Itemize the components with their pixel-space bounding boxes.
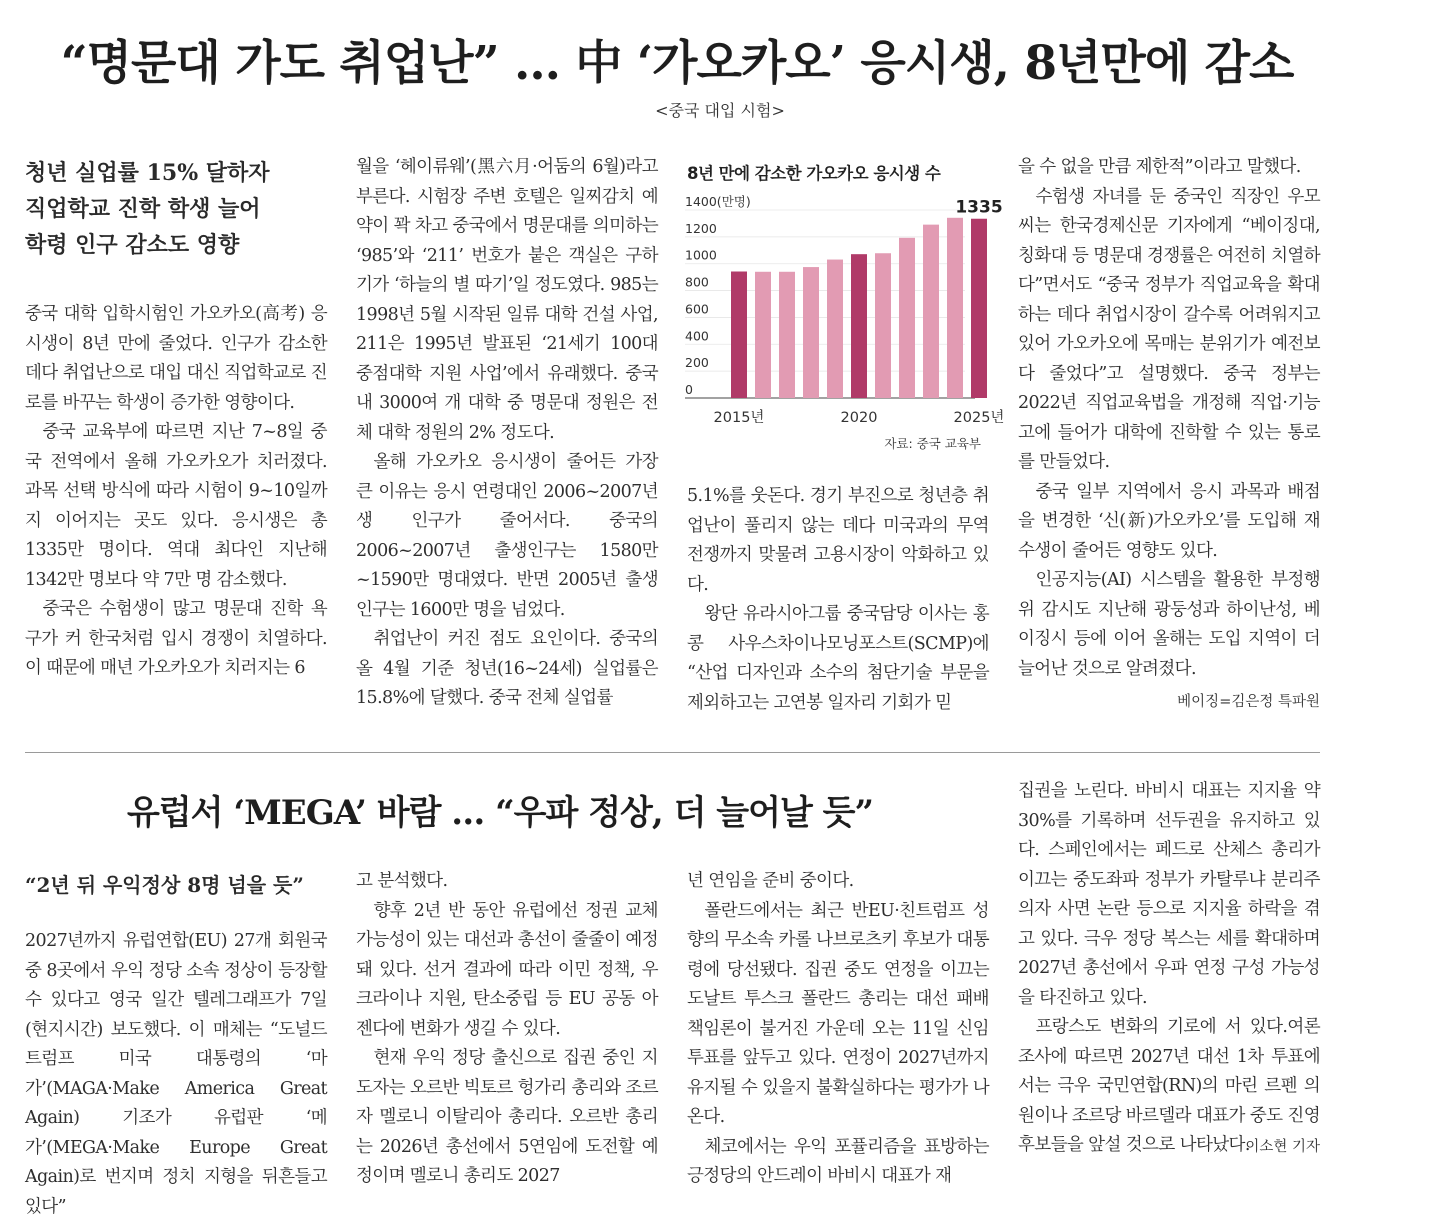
- paragraph: 중국 대학 입학시험인 가오카오(高考) 응시생이 8년 만에 줄었다. 인구가 감소한 데다 취업난으로 대입 대신 직업학교로 진로를 바꾸는 학생이 증가한 영향이다.: [25, 304, 327, 413]
- chart-source: 자료: 중국 교육부: [884, 436, 981, 451]
- bar: [827, 260, 843, 398]
- bar: [875, 253, 891, 398]
- paragraph: 을 수 없을 만큼 제한적”이라고 말했다.: [1018, 157, 1301, 177]
- y-tick-label: 0: [685, 382, 693, 397]
- bar: [803, 267, 819, 398]
- data-label: 1335: [955, 197, 1003, 218]
- paragraph: 2027년까지 유럽연합(EU) 27개 회원국 중 8곳에서 우익 정당 소속 정상이 등장할 수 있다고 영국 일간 텔레그래프가 7일(현지시간) 보도했다. 이 매체는 “도널드 트럼프 미국 대통령의 ‘마가’(MAGA·Make America Great Again) 기조가 유럽판 ‘메가’(MEGA·Make Europe Great Again)로 번지며 정치 지형을 뒤흔들고 있다”: [25, 931, 327, 1217]
- paragraph: 폴란드에서는 최근 반EU·친트럼프 성향의 무소속 카롤 나브로츠키 후보가 대통령에 당선됐다. 집권 중도 연정을 이끄는 도날트 투스크 폴란드 총리는 대선 패배 책임론이 불거진 가운데 오는 11일 신임투표를 앞두고 있다. 연정이 2027년까지 유지될 수 있을지 불확실하다는 평가가 나온다.: [687, 900, 989, 1127]
- article1-headline: “명문대 가도 취업난” … 中 ‘가오카오’ 응시생, 8년만에 감소: [60, 36, 1294, 91]
- paragraph: 취업난이 커진 점도 요인이다. 중국의 올 4월 기준 청년(16~24세) 실업률은 15.8%에 달했다. 중국 전체 실업률: [356, 629, 658, 708]
- paragraph: 중국 일부 지역에서 응시 과목과 배점을 변경한 ‘신(新)가오카오’를 도입해 재수생이 줄어든 영향도 있다.: [1018, 481, 1320, 561]
- y-tick-label: 200: [685, 355, 709, 371]
- bar-chart: [685, 188, 1005, 460]
- bar: [947, 218, 963, 398]
- y-tick-label: 1200: [685, 220, 717, 236]
- paragraph: 집권을 노린다. 바비시 대표는 지지율 약 30%를 기록하며 선두권을 유지하고 있다. 스페인에서는 페드로 산체스 총리가 이끄는 중도좌파 정부가 카탈루냐 분리주의자 사면 논란 등으로 지지율 하락을 겪고 있다. 극우 정당 복스는 세를 확대하며 2027년 총선에서 우파 연정 구성 가능성을 타진하고 있다.: [1018, 781, 1320, 1008]
- subhead-line: 학령 인구 감소도 영향: [25, 232, 240, 258]
- article2-column-1: [25, 927, 327, 1222]
- subhead-line: 직업학교 진학 학생 늘어: [25, 196, 261, 222]
- byline: 베이징=김은정 특파원: [1177, 694, 1320, 710]
- x-tick-label: 2020: [840, 410, 878, 426]
- article1-column-1: [25, 300, 327, 684]
- article1-column-2: [356, 153, 658, 714]
- article2-subhead: “2년 뒤 우익정상 8명 넘을 듯”: [25, 873, 304, 897]
- paragraph: 년 연임을 준비 중이다.: [687, 871, 854, 891]
- paragraph: 중국은 수험생이 많고 명문대 진학 욕구가 커 한국처럼 입시 경쟁이 치열하다. 이 때문에 매년 가오카오가 치러지는 6: [25, 599, 327, 678]
- section-divider: [25, 752, 1320, 753]
- bar: [971, 219, 987, 398]
- paragraph: 수험생 자녀를 둔 중국인 직장인 우모씨는 한국경제신문 기자에게 “베이징대, 칭화대 등 명문대 경쟁률은 여전히 치열하다”면서도 “중국 정부가 직업교육을 확대하는 데다 취업시장이 갈수록 어려워지고 있어 가오카오에 목매는 분위기가 예전보다 줄었다”고 설명했다. 중국 정부는 2022년 직업교육법을 개정해 직업·기능고에 들어가 대학에 진학할 수 있는 통로를 만들었다.: [1018, 186, 1320, 472]
- bar: [779, 272, 795, 398]
- article1-column-3: [687, 482, 989, 718]
- bar: [755, 272, 771, 398]
- bar: [923, 225, 939, 398]
- photo-caption: <중국 대입 시험>: [655, 101, 785, 120]
- article2-headline: 유럽서 ‘MEGA’ 바람 … “우파 정상, 더 늘어날 듯”: [126, 793, 874, 833]
- paragraph: 월을 ‘헤이류웨’(黑六月·어둠의 6월)라고 부른다. 시험장 주변 호텔은 일찌감치 예약이 꽉 차고 중국에서 명문대를 의미하는 ‘985’와 ‘211’ 번호가 붙은 객실은 구하기가 ‘하늘의 별 따기’일 정도였다. 985는 1998년 5월 시작된 일류 대학 건설 사업, 211은 1995년 발표된 ‘21세기 100대 중점대학 지원 사업’에서 유래했다. 중국 내 3000여 개 대학 중 명문대 정원은 전체 대학 정원의 2% 정도다.: [356, 157, 658, 443]
- article1-subheads: [25, 155, 335, 263]
- x-tick-label: 2015년: [713, 410, 765, 426]
- paragraph: 체코에서는 우익 포퓰리즘을 표방하는 긍정당의 안드레이 바비시 대표가 재: [687, 1136, 989, 1186]
- paragraph: 고 분석했다.: [356, 871, 448, 891]
- article2-column-2: [356, 867, 658, 1192]
- bar: [851, 254, 867, 398]
- article2-column-4: [1018, 777, 1320, 1156]
- paragraph: 인공지능(AI) 시스템을 활용한 부정행위 감시도 지난해 광둥성과 하이난성, 베이징시 등에 이어 올해는 도입 지역이 더 늘어난 것으로 알려졌다.: [1018, 570, 1320, 679]
- x-tick-label: 2025년: [953, 410, 1005, 426]
- bar: [731, 272, 747, 398]
- y-tick-label: 400: [685, 328, 709, 344]
- article1-column-4: [1018, 153, 1320, 711]
- subhead-line: 청년 실업률 15% 달하자: [25, 160, 270, 186]
- y-tick-label: 800: [685, 274, 709, 290]
- chart-title: 8년 만에 감소한 가오카오 응시생 수: [687, 164, 941, 183]
- y-tick-label: 1000: [685, 247, 717, 263]
- paragraph: 프랑스도 변화의 기로에 서 있다.여론조사에 따르면 2027년 대선 1차 투표에서는 극우 국민연합(RN)의 마린 르펜 의원이나 조르당 바르델라 대표가 중도 진영 후보들을 앞설 것으로 나타났다.: [1018, 1017, 1320, 1155]
- paragraph: 5.1%를 웃돈다. 경기 부진으로 청년층 취업난이 풀리지 않는 데다 미국과의 무역 전쟁까지 맞물려 고용시장이 악화하고 있다.: [687, 486, 989, 595]
- y-tick-label: 1400(만명): [685, 194, 751, 209]
- paragraph: 올해 가오카오 응시생이 줄어든 가장 큰 이유는 응시 연령대인 2006~2007년생 인구가 줄어서다. 중국의 2006~2007년 출생인구는 1580만~1590만 명대였다. 반면 2005년 출생인구는 1600만 명을 넘었다.: [356, 452, 658, 620]
- article2-column-3: [687, 867, 989, 1192]
- bar: [899, 238, 915, 398]
- paragraph: 중국 교육부에 따르면 지난 7~8일 중국 전역에서 올해 가오카오가 치러졌다. 과목 선택 방식에 따라 시험이 9~10일까지 이어지는 곳도 있다. 응시생은 총 1335만 명이다. 역대 최다인 지난해 1342만 명보다 약 7만 명 감소했다.: [25, 422, 327, 590]
- y-tick-label: 600: [685, 301, 709, 317]
- paragraph: 향후 2년 반 동안 유럽에선 정권 교체 가능성이 있는 대선과 총선이 줄줄이 예정돼 있다. 선거 결과에 따라 이민 정책, 우크라이나 지원, 탄소중립 등 EU 공동 아젠다에 변화가 생길 수 있다.: [356, 900, 658, 1039]
- paragraph: 현재 우익 정당 출신으로 집권 중인 지도자는 오르반 빅토르 헝가리 총리와 조르자 멜로니 이탈리아 총리다. 오르반 총리는 2026년 총선에서 5연임에 도전할 예정이며 멜로니 총리도 2027: [356, 1048, 658, 1186]
- byline: 이소현 기자: [1245, 1138, 1320, 1155]
- paragraph: 왕단 유라시아그룹 중국담당 이사는 홍콩 사우스차이나모닝포스트(SCMP)에 “산업 디자인과 소수의 첨단기술 부문을 제외하고는 고연봉 일자리 기회가 믿: [687, 604, 989, 713]
